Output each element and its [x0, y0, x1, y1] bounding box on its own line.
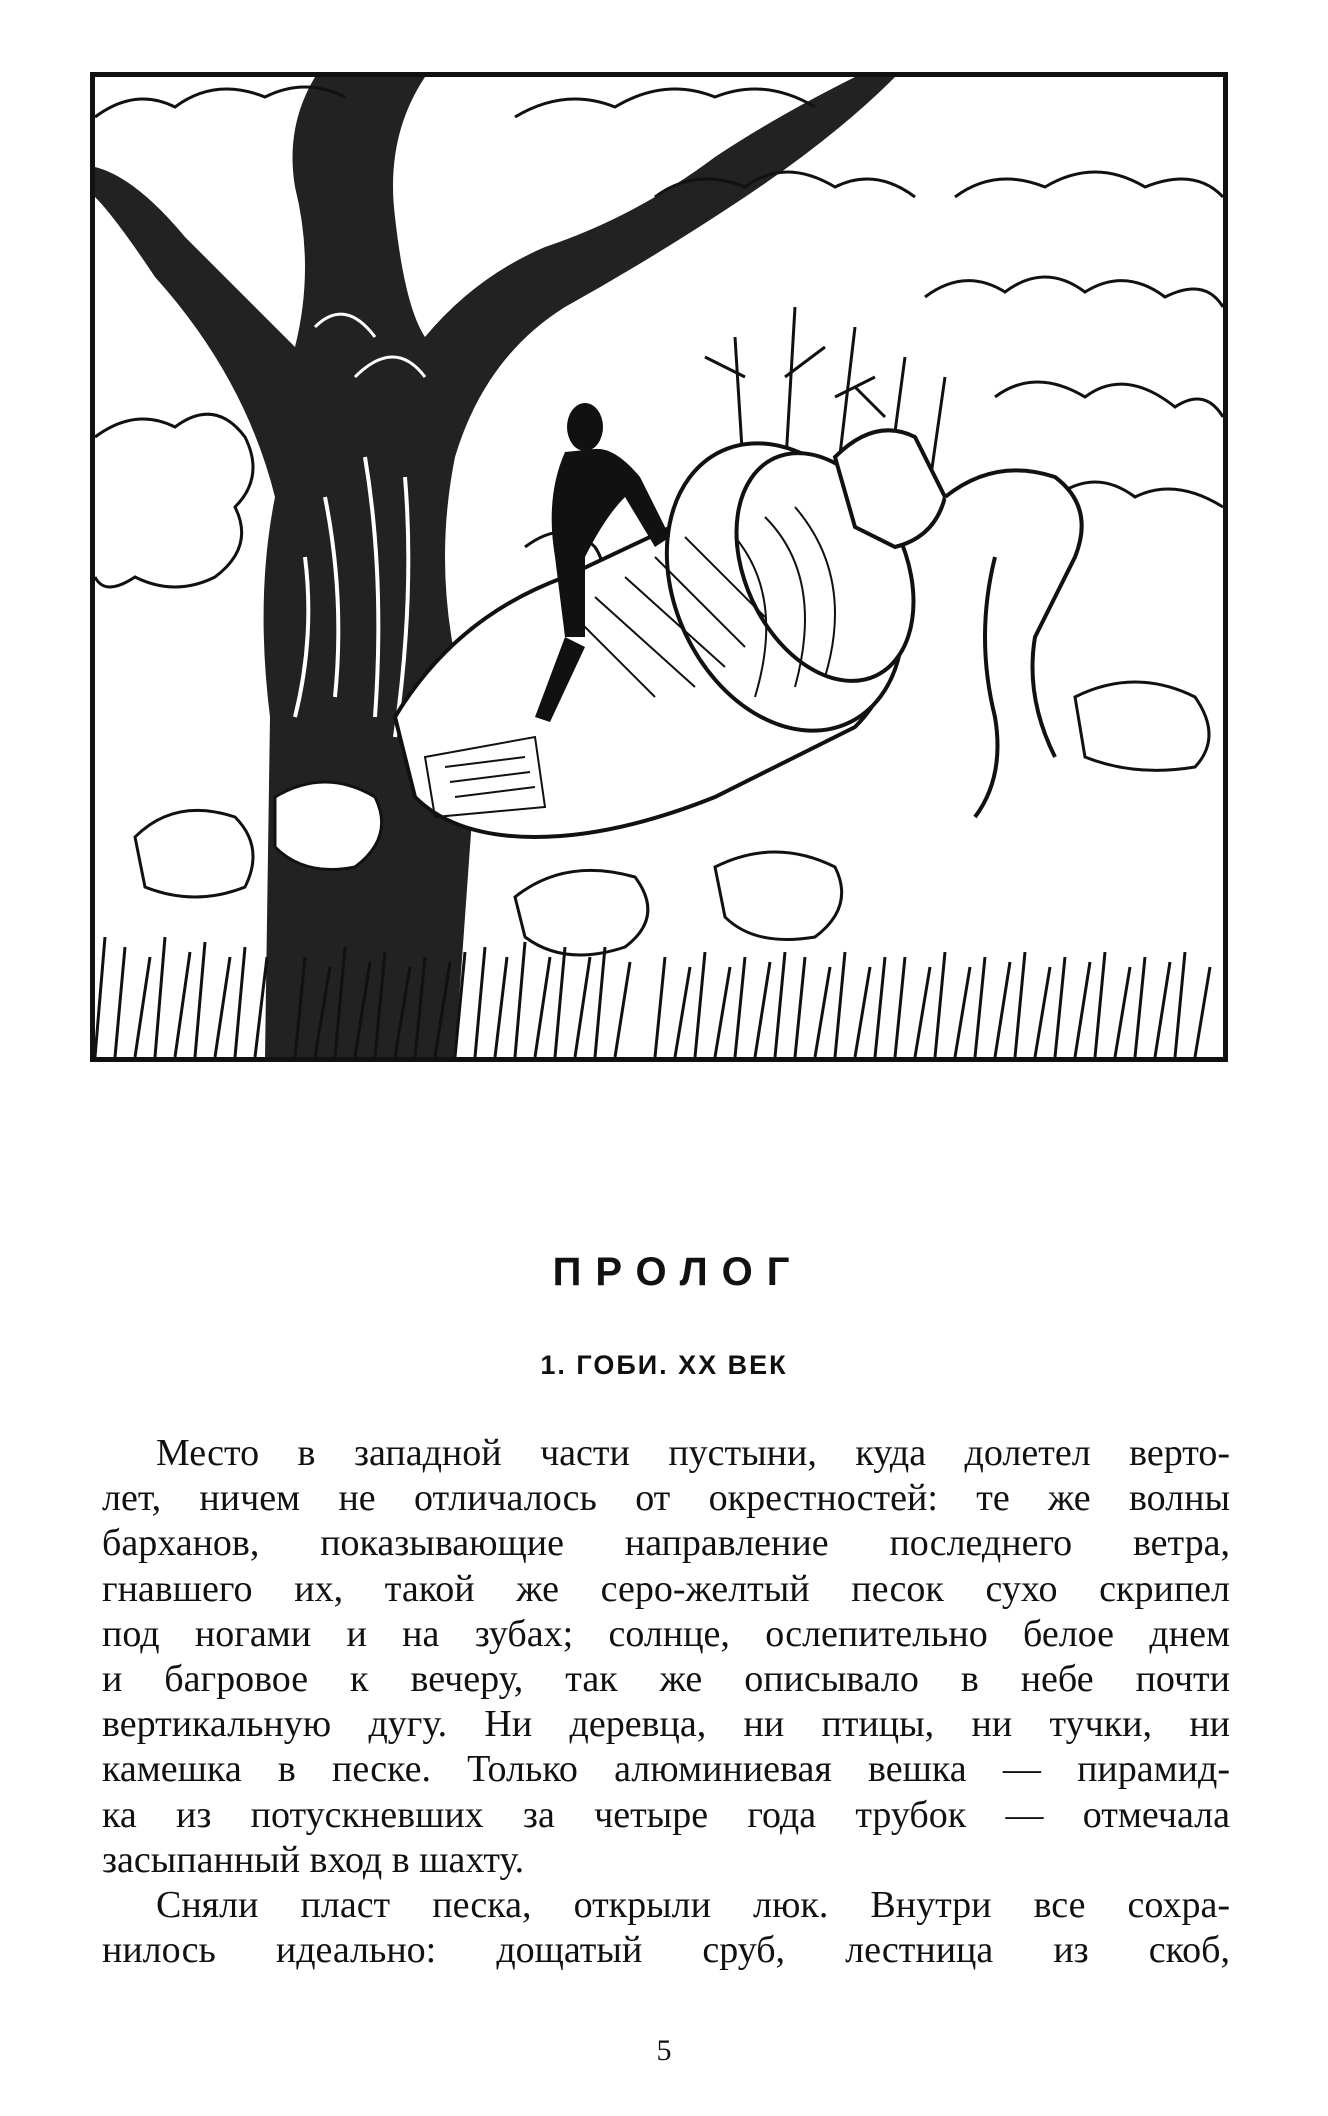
page-number: 5 [656, 2034, 672, 2067]
paragraph [102, 1883, 1230, 1973]
text-line: лет, ничем не отличалось от окрестностей: те же волны [102, 1477, 1230, 1520]
illustration-icon [95, 77, 1223, 1057]
text-line: засыпанный вход в шахту. [102, 1838, 525, 1881]
text-line: и багровое к вечеру, так же описывало в небе почти [102, 1658, 1230, 1701]
text-line: гнавшего их, такой же серо-желтый песок сухо скрипел [102, 1567, 1230, 1610]
text-line: барханов, показывающие направление последнего ветра, [102, 1522, 1230, 1565]
paragraph [102, 1431, 1230, 1883]
illustration-frame [90, 72, 1228, 1062]
text-line: Сняли пласт песка, открыли люк. Внутри все сохра- [156, 1884, 1230, 1926]
text-line: нилось идеально: дощатый сруб, лестница из скоб, [102, 1929, 1230, 1972]
chapter-title: ПРОЛОГ [552, 1250, 804, 1294]
text-line: Место в западной части пустыни, куда долетел верто- [156, 1432, 1230, 1474]
text-line: под ногами и на зубах; солнце, ослепительно белое днем [102, 1612, 1230, 1655]
text-line: камешка в песке. Только алюминиевая вешка — пирамид- [102, 1748, 1230, 1791]
section-subtitle: 1. ГОБИ. XX ВЕК [540, 1350, 788, 1380]
text-line: вертикальную дугу. Ни деревца, ни птицы, ни тучки, ни [102, 1703, 1230, 1746]
text-line: ка из потускневших за четыре года трубок — отмечала [102, 1793, 1230, 1836]
